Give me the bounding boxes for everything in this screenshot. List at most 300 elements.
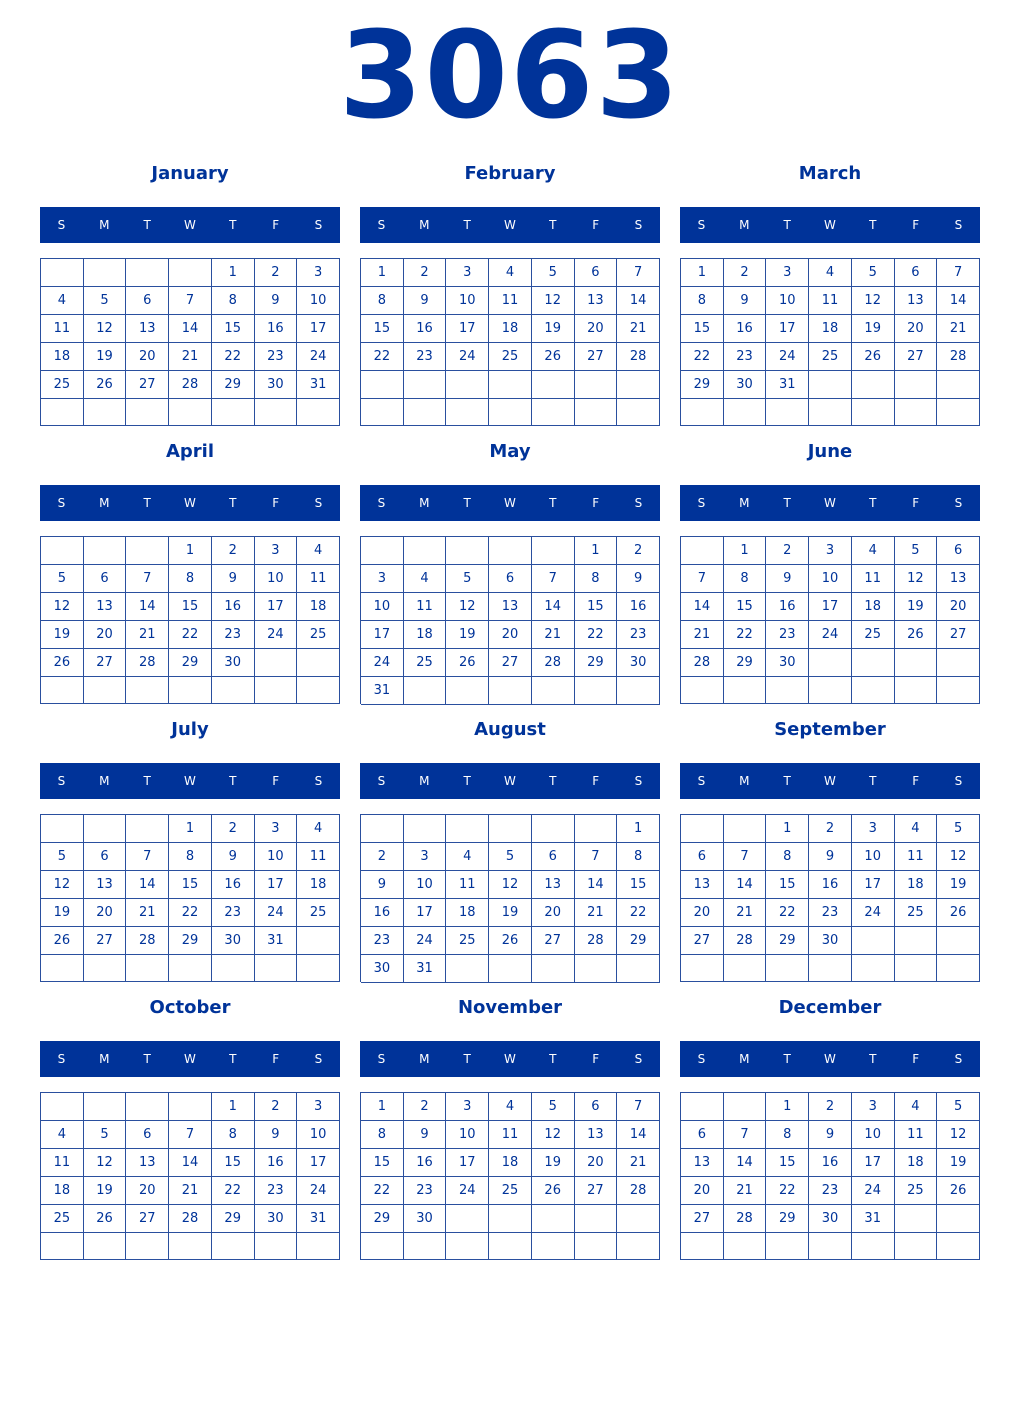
weekday-label: S (954, 218, 963, 232)
empty-day-cell (809, 371, 852, 399)
month-title: March (798, 163, 862, 184)
day-cell: 13 (575, 287, 618, 315)
empty-day-cell (255, 399, 298, 426)
empty-day-cell (937, 371, 980, 399)
day-cell: 14 (169, 1149, 212, 1177)
day-cell: 16 (809, 1149, 852, 1177)
weekday-label: F (912, 1052, 920, 1066)
day-cell: 13 (489, 593, 532, 621)
month-title: November (457, 997, 563, 1018)
day-cell: 19 (895, 593, 938, 621)
day-cell: 25 (297, 899, 340, 927)
weekday-label: F (272, 1052, 280, 1066)
empty-day-cell (895, 955, 938, 982)
empty-day-cell (937, 1233, 980, 1260)
weekday-label: T (143, 1052, 151, 1066)
month-title: February (464, 163, 556, 184)
day-cell: 5 (446, 565, 489, 593)
day-cell: 27 (681, 927, 724, 955)
weekday-label: W (504, 774, 516, 788)
day-cell: 30 (404, 1205, 447, 1233)
day-cell: 24 (852, 899, 895, 927)
day-cell: 5 (895, 537, 938, 565)
day-cell: 1 (361, 1093, 404, 1121)
day-cell: 28 (681, 649, 724, 677)
day-cell: 7 (126, 843, 169, 871)
month-december (680, 992, 980, 1260)
day-cell: 13 (126, 315, 169, 343)
day-cell: 16 (255, 315, 298, 343)
day-cell: 1 (575, 537, 618, 565)
day-cell: 1 (724, 537, 767, 565)
day-cell: 18 (895, 871, 938, 899)
empty-day-cell (895, 1233, 938, 1260)
empty-day-cell (895, 649, 938, 677)
weekday-label: S (314, 496, 323, 510)
day-cell: 18 (297, 593, 340, 621)
day-cell: 13 (532, 871, 575, 899)
day-cell: 1 (212, 1093, 255, 1121)
weekday-label: T (869, 1052, 877, 1066)
day-cell: 10 (255, 565, 298, 593)
weekday-label: T (549, 774, 557, 788)
empty-day-cell (446, 1233, 489, 1260)
month-april (40, 436, 340, 704)
day-cell: 26 (84, 1205, 127, 1233)
day-cell: 8 (361, 1121, 404, 1149)
empty-day-cell (681, 955, 724, 982)
month-september (680, 714, 980, 982)
day-cell: 23 (255, 343, 298, 371)
day-cell: 21 (681, 621, 724, 649)
empty-day-cell (617, 399, 660, 427)
day-cell: 12 (532, 287, 575, 315)
empty-day-cell (169, 955, 212, 982)
month-november (360, 992, 660, 1260)
weekday-label: T (549, 218, 557, 232)
empty-day-cell (681, 537, 724, 565)
weekday-label: M (99, 1052, 110, 1066)
day-cell: 14 (617, 287, 660, 315)
empty-day-cell (255, 955, 298, 982)
day-grid (680, 258, 980, 426)
day-cell: 9 (212, 565, 255, 593)
day-cell: 9 (404, 1121, 447, 1149)
empty-day-cell (41, 259, 84, 287)
day-cell: 1 (169, 537, 212, 565)
day-cell: 21 (617, 315, 660, 343)
day-cell: 19 (41, 621, 84, 649)
empty-day-cell (681, 399, 724, 426)
day-cell: 22 (766, 1177, 809, 1205)
empty-day-cell (297, 955, 340, 982)
day-cell: 30 (809, 1205, 852, 1233)
day-cell: 15 (724, 593, 767, 621)
empty-day-cell (575, 1205, 618, 1233)
day-cell: 2 (404, 1093, 447, 1121)
day-cell: 18 (809, 315, 852, 343)
empty-day-cell (575, 371, 618, 399)
weekday-label: T (783, 774, 791, 788)
day-cell: 13 (681, 871, 724, 899)
weekday-label: T (869, 218, 877, 232)
weekday-label: T (229, 496, 237, 510)
day-cell: 28 (724, 1205, 767, 1233)
empty-day-cell (361, 815, 404, 843)
empty-day-cell (126, 1093, 169, 1121)
month-october (40, 992, 340, 1260)
day-cell: 11 (895, 843, 938, 871)
day-cell: 2 (361, 843, 404, 871)
day-cell: 16 (404, 315, 447, 343)
day-cell: 25 (297, 621, 340, 649)
day-cell: 13 (895, 287, 938, 315)
month-title: July (171, 719, 209, 740)
empty-day-cell (809, 399, 852, 426)
day-cell: 11 (809, 287, 852, 315)
empty-day-cell (297, 399, 340, 426)
day-cell: 2 (404, 259, 447, 287)
weekday-label: S (57, 218, 66, 232)
empty-day-cell (212, 955, 255, 982)
empty-day-cell (809, 1233, 852, 1260)
weekday-label: F (912, 218, 920, 232)
month-title: October (149, 997, 231, 1018)
day-cell: 11 (852, 565, 895, 593)
day-cell: 7 (126, 565, 169, 593)
empty-day-cell (361, 399, 404, 427)
day-cell: 11 (297, 565, 340, 593)
day-cell: 27 (489, 649, 532, 677)
day-cell: 2 (212, 537, 255, 565)
empty-day-cell (575, 1233, 618, 1260)
day-cell: 22 (361, 1177, 404, 1205)
months-grid (40, 158, 980, 1260)
day-cell: 20 (575, 315, 618, 343)
day-cell: 20 (126, 1177, 169, 1205)
empty-day-cell (809, 955, 852, 982)
weekday-label: T (869, 496, 877, 510)
month-title: January (151, 163, 229, 184)
day-cell: 28 (532, 649, 575, 677)
weekday-label: S (377, 218, 386, 232)
day-cell: 18 (489, 315, 532, 343)
day-cell: 25 (895, 1177, 938, 1205)
day-cell: 23 (212, 899, 255, 927)
day-cell: 17 (255, 871, 298, 899)
empty-day-cell (937, 1205, 980, 1233)
weekday-label: M (99, 496, 110, 510)
day-cell: 12 (489, 871, 532, 899)
day-cell: 15 (575, 593, 618, 621)
day-cell: 5 (84, 287, 127, 315)
day-cell: 4 (489, 1093, 532, 1121)
day-cell: 28 (169, 371, 212, 399)
empty-day-cell (852, 927, 895, 955)
weekday-label: W (504, 218, 516, 232)
empty-day-cell (766, 399, 809, 426)
day-cell: 19 (41, 899, 84, 927)
day-cell: 8 (575, 565, 618, 593)
day-cell: 31 (297, 371, 340, 399)
weekday-label: S (634, 496, 643, 510)
day-cell: 26 (446, 649, 489, 677)
empty-day-cell (489, 1233, 532, 1260)
day-cell: 23 (766, 621, 809, 649)
day-cell: 29 (212, 1205, 255, 1233)
empty-day-cell (532, 677, 575, 705)
weekday-header (40, 763, 340, 799)
day-cell: 24 (297, 343, 340, 371)
day-cell: 18 (489, 1149, 532, 1177)
empty-day-cell (255, 677, 298, 704)
day-cell: 13 (575, 1121, 618, 1149)
weekday-label: T (463, 774, 471, 788)
day-cell: 17 (297, 315, 340, 343)
day-cell: 2 (255, 259, 298, 287)
day-cell: 13 (681, 1149, 724, 1177)
day-grid (40, 1092, 340, 1260)
day-cell: 9 (212, 843, 255, 871)
day-cell: 28 (126, 927, 169, 955)
day-cell: 9 (255, 1121, 298, 1149)
empty-day-cell (361, 1233, 404, 1260)
empty-day-cell (489, 537, 532, 565)
day-cell: 19 (84, 1177, 127, 1205)
weekday-header (360, 763, 660, 799)
empty-day-cell (126, 677, 169, 704)
day-cell: 16 (809, 871, 852, 899)
weekday-label: S (634, 774, 643, 788)
day-cell: 15 (361, 1149, 404, 1177)
day-grid (680, 1092, 980, 1260)
day-cell: 15 (617, 871, 660, 899)
empty-day-cell (489, 815, 532, 843)
empty-day-cell (575, 815, 618, 843)
weekday-label: F (912, 496, 920, 510)
empty-day-cell (532, 815, 575, 843)
day-cell: 25 (852, 621, 895, 649)
empty-day-cell (532, 537, 575, 565)
day-cell: 26 (532, 1177, 575, 1205)
weekday-label: M (419, 496, 430, 510)
day-cell: 1 (766, 815, 809, 843)
empty-day-cell (766, 677, 809, 704)
day-cell: 1 (617, 815, 660, 843)
day-cell: 27 (532, 927, 575, 955)
day-cell: 11 (489, 287, 532, 315)
weekday-label: M (739, 774, 750, 788)
month-title: May (489, 441, 531, 462)
day-cell: 17 (852, 871, 895, 899)
empty-day-cell (852, 1233, 895, 1260)
day-cell: 11 (446, 871, 489, 899)
day-cell: 11 (297, 843, 340, 871)
empty-day-cell (212, 677, 255, 704)
day-cell: 22 (212, 343, 255, 371)
day-cell: 22 (681, 343, 724, 371)
empty-day-cell (297, 649, 340, 677)
empty-day-cell (297, 677, 340, 704)
weekday-label: T (549, 496, 557, 510)
day-cell: 24 (446, 343, 489, 371)
weekday-label: T (869, 774, 877, 788)
day-grid (360, 258, 660, 426)
empty-day-cell (126, 955, 169, 982)
weekday-label: S (697, 496, 706, 510)
day-cell: 20 (84, 621, 127, 649)
day-cell: 4 (297, 537, 340, 565)
day-cell: 10 (809, 565, 852, 593)
day-cell: 14 (169, 315, 212, 343)
day-cell: 5 (532, 1093, 575, 1121)
day-cell: 11 (489, 1121, 532, 1149)
weekday-label: W (824, 774, 836, 788)
month-march (680, 158, 980, 426)
empty-day-cell (41, 399, 84, 426)
weekday-label: W (824, 496, 836, 510)
weekday-label: F (272, 218, 280, 232)
day-cell: 8 (169, 565, 212, 593)
empty-day-cell (169, 259, 212, 287)
day-cell: 24 (404, 927, 447, 955)
day-cell: 21 (126, 621, 169, 649)
day-cell: 26 (895, 621, 938, 649)
day-cell: 25 (446, 927, 489, 955)
day-cell: 9 (724, 287, 767, 315)
day-cell: 2 (617, 537, 660, 565)
day-cell: 28 (169, 1205, 212, 1233)
empty-day-cell (446, 1205, 489, 1233)
day-cell: 27 (126, 1205, 169, 1233)
day-cell: 7 (681, 565, 724, 593)
day-cell: 7 (724, 843, 767, 871)
empty-day-cell (84, 815, 127, 843)
day-cell: 24 (255, 621, 298, 649)
day-cell: 29 (169, 927, 212, 955)
weekday-label: T (783, 218, 791, 232)
day-cell: 15 (169, 593, 212, 621)
empty-day-cell (446, 537, 489, 565)
day-cell: 16 (617, 593, 660, 621)
day-cell: 31 (297, 1205, 340, 1233)
day-cell: 31 (766, 371, 809, 399)
day-cell: 14 (126, 871, 169, 899)
empty-day-cell (84, 399, 127, 426)
day-cell: 14 (617, 1121, 660, 1149)
day-cell: 10 (852, 843, 895, 871)
empty-day-cell (489, 955, 532, 983)
weekday-label: S (954, 1052, 963, 1066)
day-cell: 23 (361, 927, 404, 955)
day-cell: 6 (895, 259, 938, 287)
day-cell: 16 (212, 593, 255, 621)
day-cell: 6 (126, 1121, 169, 1149)
day-cell: 30 (766, 649, 809, 677)
day-cell: 10 (297, 287, 340, 315)
day-cell: 10 (255, 843, 298, 871)
month-june (680, 436, 980, 704)
day-grid (360, 814, 660, 982)
day-cell: 20 (489, 621, 532, 649)
weekday-label: S (57, 496, 66, 510)
day-cell: 8 (681, 287, 724, 315)
empty-day-cell (126, 259, 169, 287)
empty-day-cell (361, 537, 404, 565)
day-cell: 1 (212, 259, 255, 287)
day-cell: 4 (446, 843, 489, 871)
day-cell: 21 (724, 899, 767, 927)
day-cell: 17 (766, 315, 809, 343)
day-cell: 20 (84, 899, 127, 927)
day-cell: 20 (532, 899, 575, 927)
day-cell: 5 (41, 565, 84, 593)
day-cell: 21 (937, 315, 980, 343)
empty-day-cell (255, 649, 298, 677)
empty-day-cell (169, 677, 212, 704)
empty-day-cell (255, 1233, 298, 1260)
weekday-label: T (463, 218, 471, 232)
weekday-label: T (229, 218, 237, 232)
day-cell: 6 (575, 1093, 618, 1121)
day-cell: 9 (404, 287, 447, 315)
day-cell: 16 (404, 1149, 447, 1177)
empty-day-cell (446, 955, 489, 983)
empty-day-cell (852, 677, 895, 704)
day-cell: 3 (446, 259, 489, 287)
empty-day-cell (895, 677, 938, 704)
day-grid (360, 536, 660, 704)
day-cell: 21 (575, 899, 618, 927)
empty-day-cell (126, 1233, 169, 1260)
weekday-label: T (783, 1052, 791, 1066)
empty-day-cell (681, 1093, 724, 1121)
day-cell: 3 (255, 537, 298, 565)
day-cell: 5 (937, 815, 980, 843)
day-cell: 1 (766, 1093, 809, 1121)
empty-day-cell (937, 927, 980, 955)
weekday-label: W (184, 496, 196, 510)
empty-day-cell (617, 1233, 660, 1260)
day-cell: 26 (532, 343, 575, 371)
weekday-header (360, 207, 660, 243)
day-cell: 4 (404, 565, 447, 593)
empty-day-cell (169, 1233, 212, 1260)
day-cell: 7 (532, 565, 575, 593)
day-cell: 14 (724, 871, 767, 899)
day-cell: 17 (446, 315, 489, 343)
day-cell: 9 (617, 565, 660, 593)
day-cell: 1 (169, 815, 212, 843)
day-cell: 24 (297, 1177, 340, 1205)
day-cell: 26 (41, 927, 84, 955)
day-cell: 13 (84, 593, 127, 621)
day-cell: 3 (361, 565, 404, 593)
weekday-header (360, 485, 660, 521)
day-cell: 12 (937, 843, 980, 871)
day-cell: 24 (255, 899, 298, 927)
empty-day-cell (84, 955, 127, 982)
day-cell: 18 (41, 343, 84, 371)
day-grid (360, 1092, 660, 1260)
empty-day-cell (937, 677, 980, 704)
day-cell: 19 (937, 871, 980, 899)
empty-day-cell (404, 677, 447, 705)
day-cell: 30 (255, 371, 298, 399)
day-cell: 20 (895, 315, 938, 343)
empty-day-cell (895, 1205, 938, 1233)
empty-day-cell (489, 399, 532, 427)
